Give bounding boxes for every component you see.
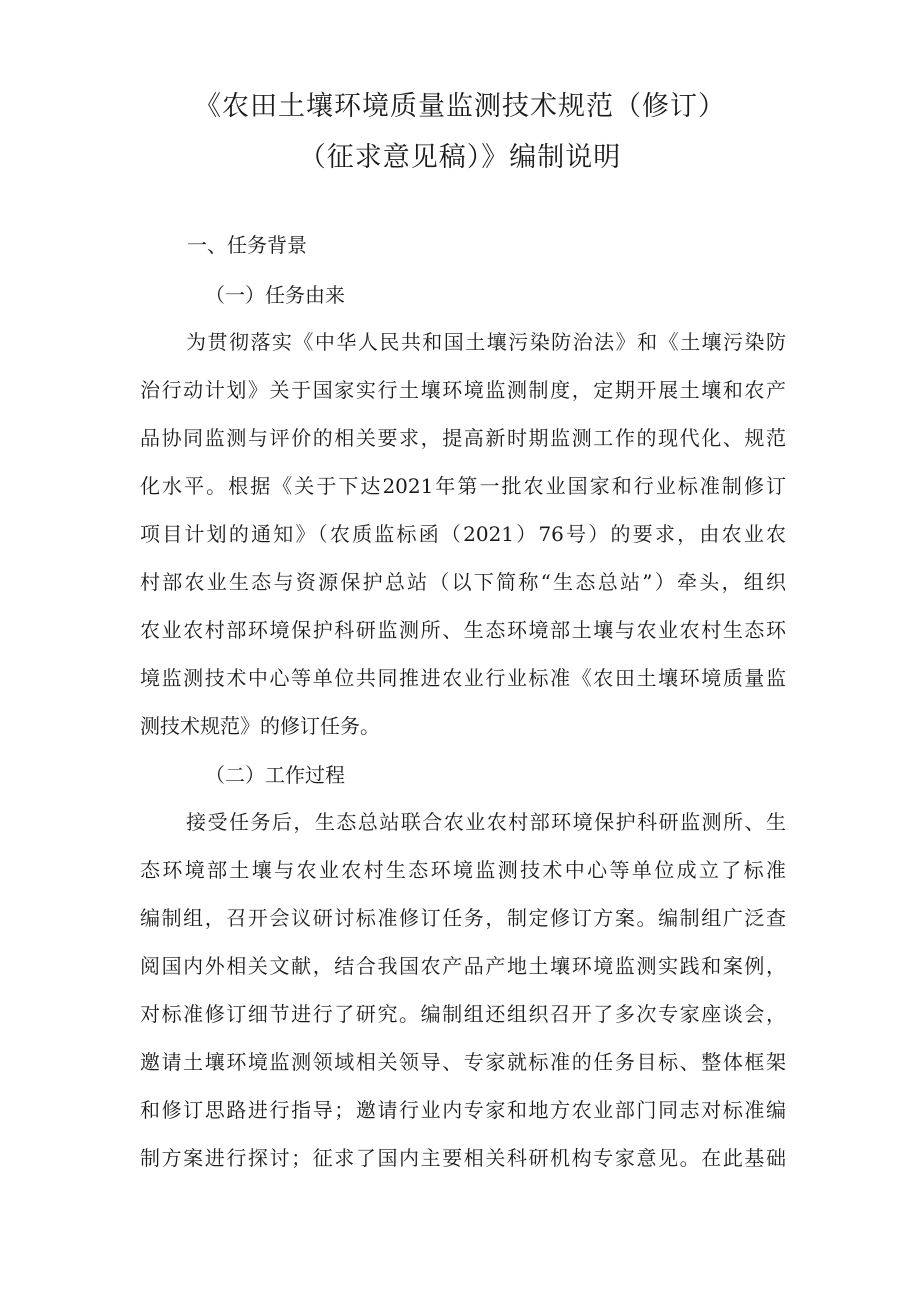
paragraph-line: 邀请土壤环境监测领域相关领导、专家就标准的任务目标、整体框架 (140, 1050, 786, 1074)
paragraph-line: 阅国内外相关文献，结合我国农产品产地土壤环境监测实践和案例， (140, 954, 786, 978)
paragraph-line: 编制组，召开会议研讨标准修订任务，制定修订方案。编制组广泛查 (140, 906, 786, 930)
paragraph-line: 测技术规范》的修订任务。 (140, 714, 380, 738)
paragraph-line: 境监测技术中心等单位共同推进农业行业标准《农田土壤环境质量监 (140, 666, 786, 690)
subsection-heading-task-origin: （一）任务由来 (205, 283, 345, 307)
section-heading-task-background: 一、任务背景 (187, 233, 307, 257)
document-title-line-2: （征求意见稿）》编制说明 (298, 142, 622, 173)
paragraph-line: 项目计划的通知》（农质监标函（2021）76号）的要求，由农业农 (140, 522, 786, 546)
paragraph-line: 和修订思路进行指导；邀请行业内专家和地方农业部门同志对标准编 (140, 1098, 786, 1122)
paragraph-line: 接受任务后，生态总站联合农业农村部环境保护科研监测所、生 (186, 810, 786, 834)
paragraph-line: 品协同监测与评价的相关要求，提高新时期监测工作的现代化、规范 (140, 426, 786, 450)
document-title-line-1: 《农田土壤环境质量监测技术规范（修订） (194, 91, 726, 122)
paragraph-line: 对标准修订细节进行了研究。编制组还组织召开了多次专家座谈会， (140, 1002, 786, 1026)
paragraph-line: 态环境部土壤与农业农村生态环境监测技术中心等单位成立了标准 (140, 858, 786, 882)
subsection-heading-work-process: （二）工作过程 (205, 763, 345, 787)
paragraph-line: 村部农业生态与资源保护总站（以下简称“生态总站”）牵头，组织 (140, 570, 786, 594)
paragraph-line: 农业农村部环境保护科研监测所、生态环境部土壤与农业农村生态环 (140, 618, 786, 642)
paragraph-line: 为贯彻落实《中华人民共和国土壤污染防治法》和《土壤污染防 (186, 330, 786, 354)
paragraph-line: 治行动计划》关于国家实行土壤环境监测制度，定期开展土壤和农产 (140, 378, 786, 402)
paragraph-line: 制方案进行探讨；征求了国内主要相关科研机构专家意见。在此基础 (140, 1146, 786, 1170)
paragraph-line: 化水平。根据《关于下达2021年第一批农业国家和行业标准制修订 (140, 474, 786, 498)
